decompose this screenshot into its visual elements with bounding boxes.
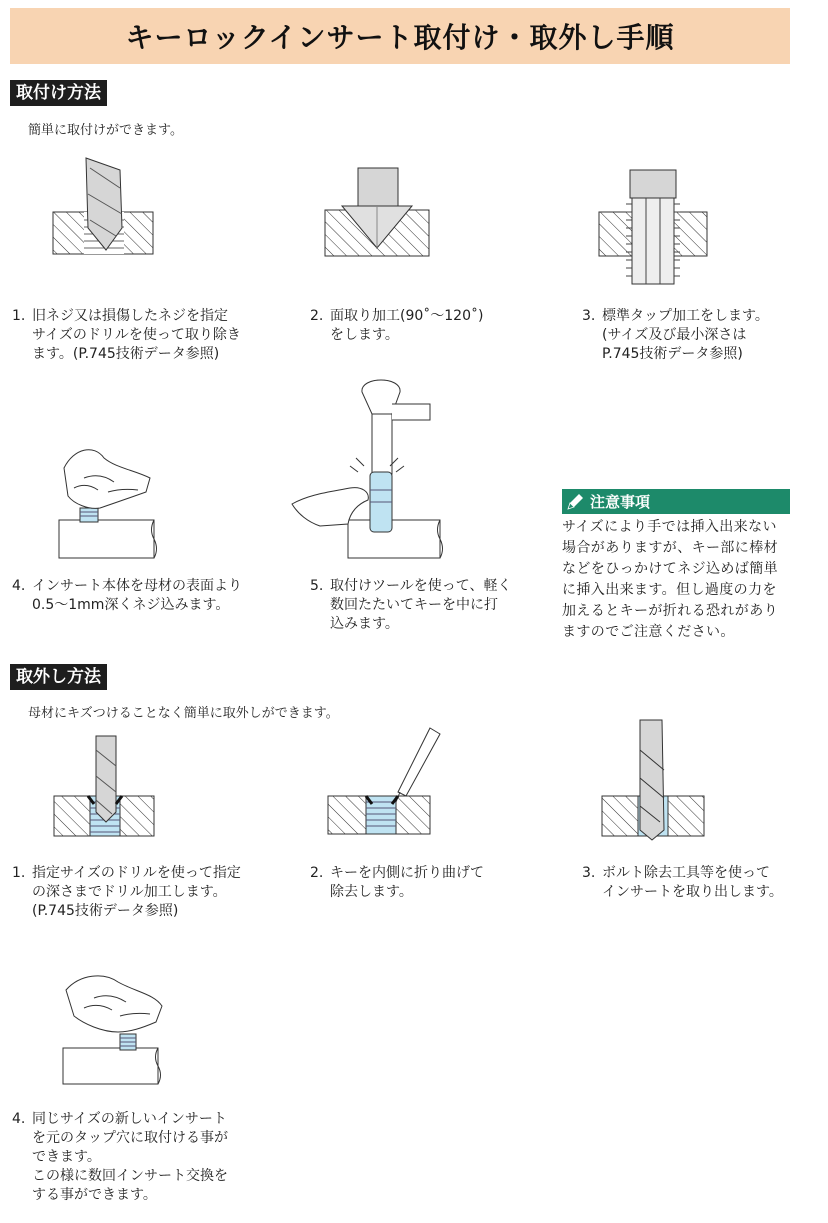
- install-fig-hand-insert: [54, 448, 164, 563]
- install-fig-tap: [596, 170, 716, 290]
- removal-step-2: 2. キーを内側に折り曲げて 除去します。: [310, 865, 484, 900]
- removal-section-label: 取外し方法: [10, 664, 107, 690]
- title-banner: [10, 8, 790, 64]
- removal-fig-hand-new-insert: [58, 972, 168, 1087]
- removal-fig-bend-key: [326, 726, 436, 838]
- caution-heading: 注意事項: [590, 493, 651, 511]
- removal-fig-extractor: [600, 720, 710, 842]
- removal-step-4: 4. 同じサイズの新しいインサート を元のタップ穴に取付ける事が できます。 この様に数回インサート交換を する事ができます。: [12, 1111, 228, 1203]
- removal-step-1: 1. 指定サイズのドリルを使って指定 の深さまでドリル加工します。 (P.745技術データ参照): [12, 865, 241, 919]
- install-intro: 簡単に取付けができます。: [28, 123, 183, 138]
- install-fig-hammer-tool: [290, 374, 450, 564]
- install-section-label: 取付け方法: [10, 80, 107, 106]
- install-fig-chamfer: [322, 168, 432, 260]
- install-step-3: 3. 標準タップ加工をします。 (サイズ及び最小深さは P.745技術データ参照): [582, 308, 769, 362]
- install-fig-drill: [50, 158, 160, 258]
- install-step-2: 2. 面取り加工(90˚〜120˚) をします。: [310, 308, 484, 343]
- removal-step-3: 3. ボルト除去工具等を使って インサートを取り出します。: [582, 865, 783, 900]
- caution-body: サイズにより手では挿入出来ない 場合がありますが、キー部に棒材 などをひっかけてネジ込めば簡単 に挿入出来ます。但し過度の力を 加えるとキーが折れる恐れがあり ますのでご注意ください。: [562, 519, 778, 640]
- removal-intro: 母材にキズつけることなく簡単に取外しができます。: [28, 706, 339, 721]
- pencil-icon: [566, 493, 590, 511]
- page-title: キーロックインサート取付け・取外し手順: [125, 21, 675, 54]
- caution-header: [562, 489, 790, 514]
- install-step-1: 1. 旧ネジ又は損傷したネジを指定 サイズのドリルを使って取り除き ます。(P.745技術データ参照): [12, 308, 241, 362]
- install-step-4: 4. インサート本体を母材の表面より 0.5〜1mm深くネジ込みます。: [12, 578, 242, 613]
- removal-fig-drill: [52, 736, 162, 840]
- install-step-5: 5. 取付けツールを使って、軽く 数回たたいてキーを中に打 込みます。: [310, 578, 512, 632]
